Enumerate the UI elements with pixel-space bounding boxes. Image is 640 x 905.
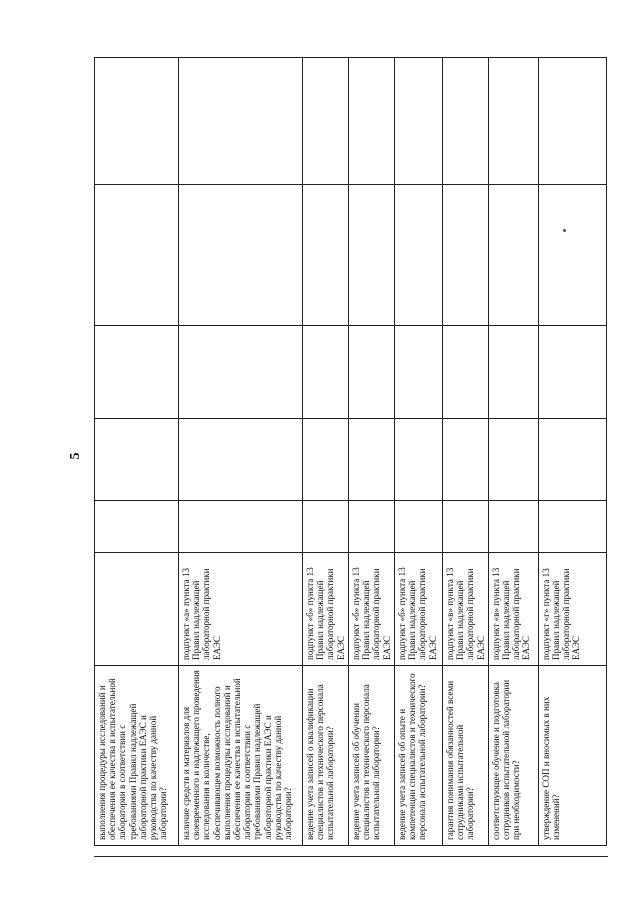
question-cell: соответствующее обучение и подготовка сотрудников испытательной лаборатории при необходимости? xyxy=(488,666,538,846)
reference-cell: подпункт «г» пункта 13 Правил надлежащей лабораторной практики ЕАЭС xyxy=(538,553,606,666)
empty-cell xyxy=(443,185,489,326)
table-row xyxy=(395,58,443,846)
empty-cell xyxy=(349,185,395,326)
empty-cell xyxy=(95,501,179,553)
empty-cell xyxy=(303,58,349,185)
empty-cell xyxy=(395,501,443,553)
empty-cell xyxy=(395,419,443,501)
empty-cell xyxy=(488,185,538,326)
question-cell: наличие средств и материалов для своевременного и надлежащего проведения исследования в количестве, обеспечивающем возможность полного выполнения процедуры исследований и обеспечения ее качества в испытательной лаборатории в соответствии с требованиями Правил надлежащей лабораторной практики ЕАЭС и руководства по качеству данной лаборатории? xyxy=(179,666,303,846)
empty-cell xyxy=(395,185,443,326)
empty-cell xyxy=(95,419,179,501)
table-row xyxy=(179,58,303,846)
checklist-table-rotated xyxy=(94,58,604,846)
empty-cell xyxy=(349,419,395,501)
empty-cell xyxy=(303,185,349,326)
reference-cell: подпункт «в» пункта 13 Правил надлежащей лабораторной практики ЕАЭС xyxy=(443,553,489,666)
reference-cell: подпункт «в» пункта 13 Правил надлежащей лабораторной практики ЕАЭС xyxy=(488,553,538,666)
table-row xyxy=(538,58,606,846)
scan-speck xyxy=(563,229,566,232)
empty-cell xyxy=(443,419,489,501)
empty-cell xyxy=(95,326,179,419)
page-number: 5 xyxy=(68,452,83,460)
empty-cell xyxy=(95,58,179,185)
empty-cell xyxy=(443,501,489,553)
empty-cell xyxy=(95,185,179,326)
empty-cell xyxy=(349,326,395,419)
reference-cell: подпункт «б» пункта 13 Правил надлежащей лабораторной практики ЕАЭС xyxy=(395,553,443,666)
question-cell: ведение учета записей об обучении специалистов и технического персонала испытательной лаборатории? xyxy=(349,666,395,846)
empty-cell xyxy=(349,58,395,185)
empty-cell xyxy=(538,185,606,326)
table-row xyxy=(488,58,538,846)
table-row xyxy=(95,58,179,846)
empty-cell xyxy=(443,326,489,419)
question-cell: выполнения процедуры исследований и обеспечения ее качества в испытательной лаборатории в соответствии с требованиями Правил надлежащей лабораторной практики ЕАЭС и руководства по качеству данной лаборатории? xyxy=(95,666,179,846)
empty-cell xyxy=(488,501,538,553)
table-row xyxy=(443,58,489,846)
reference-cell: подпункт «а» пункта 13 Правил надлежащей лабораторной практики ЕАЭС xyxy=(179,553,303,666)
empty-cell xyxy=(395,58,443,185)
reference-cell: подпункт «б» пункта 13 Правил надлежащей лабораторной практики ЕАЭС xyxy=(303,553,349,666)
empty-cell xyxy=(538,501,606,553)
empty-cell xyxy=(303,501,349,553)
empty-cell xyxy=(488,419,538,501)
empty-cell xyxy=(538,419,606,501)
reference-cell xyxy=(95,553,179,666)
table-row xyxy=(349,58,395,846)
empty-cell xyxy=(443,58,489,185)
reference-cell: подпункт «б» пункта 13 Правил надлежащей лабораторной практики ЕАЭС xyxy=(349,553,395,666)
checklist-table xyxy=(94,57,607,846)
empty-cell xyxy=(488,326,538,419)
empty-cell xyxy=(179,326,303,419)
question-cell: гарантия понимания обязанностей всеми сотрудниками испытательной лаборатории? xyxy=(443,666,489,846)
empty-cell xyxy=(538,326,606,419)
empty-cell xyxy=(303,326,349,419)
empty-cell xyxy=(488,58,538,185)
empty-cell xyxy=(395,326,443,419)
question-cell: ведение учета записей о квалификации специалистов и технического персонала испытательной лаборатории? xyxy=(303,666,349,846)
question-cell: ведение учета записей об опыте и компетенции специалистов и технического персонала испытательной лаборатории? xyxy=(395,666,443,846)
question-cell: утверждение СОП и вносимых в них изменений? xyxy=(538,666,606,846)
table-row xyxy=(303,58,349,846)
footer-rule xyxy=(94,856,608,857)
empty-cell xyxy=(349,501,395,553)
empty-cell xyxy=(303,419,349,501)
empty-cell xyxy=(179,58,303,185)
empty-cell xyxy=(179,501,303,553)
empty-cell xyxy=(179,185,303,326)
empty-cell xyxy=(538,58,606,185)
empty-cell xyxy=(179,419,303,501)
